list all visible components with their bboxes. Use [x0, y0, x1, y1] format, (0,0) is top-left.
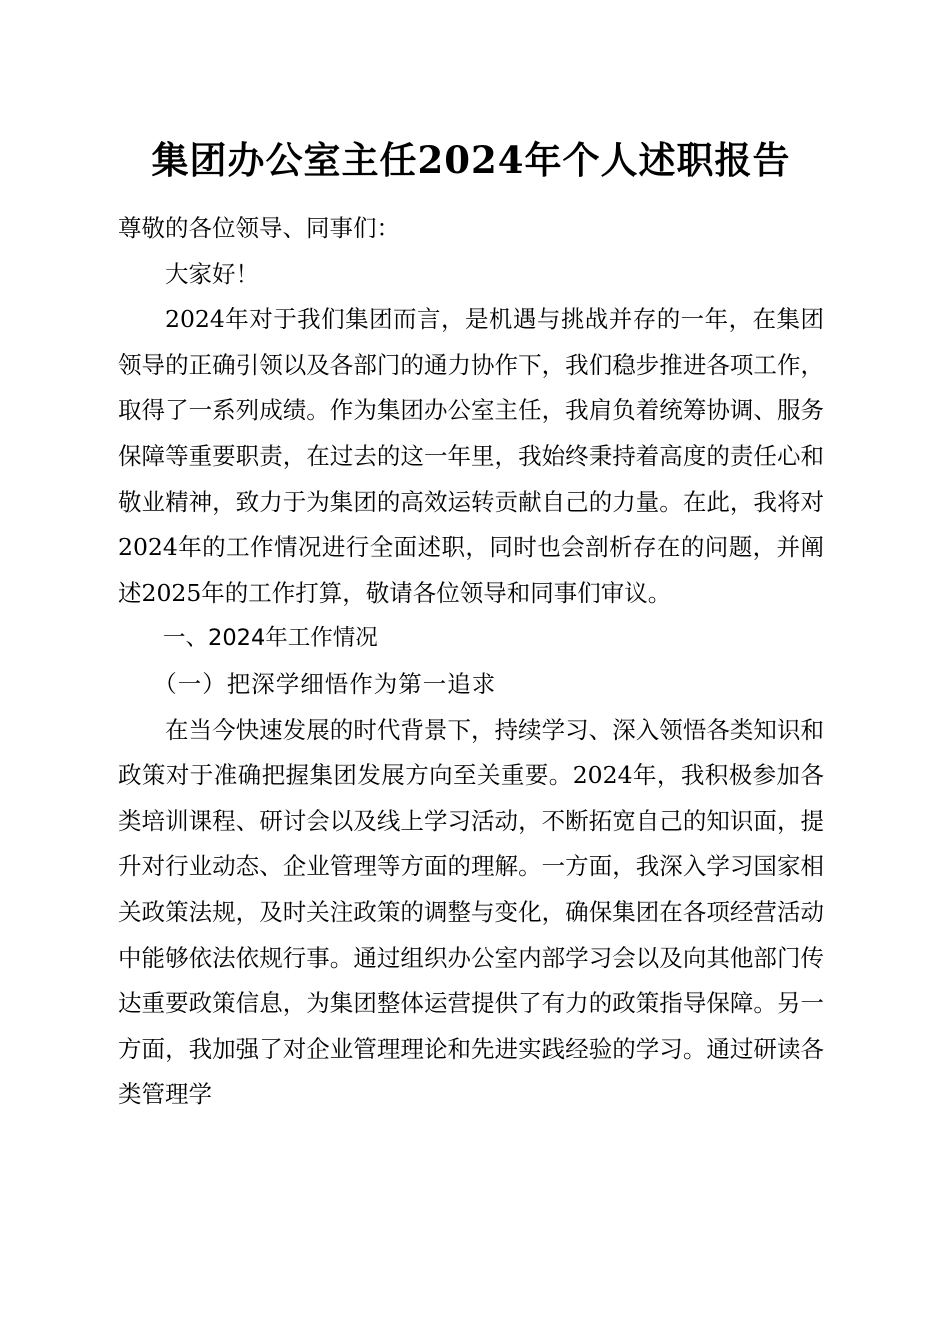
- salutation: 尊敬的各位领导、同事们：: [118, 214, 400, 242]
- subsection-paragraph: 在当今快速发展的时代背景下，持续学习、深入领悟各类知识和政策对于准确把握集团发展方向至关重要。2024年，我积极参加各类培训课程、研讨会以及线上学习活动，不断拓宽自己的知识面，提升对行业动态、企业管理等方面的理解。一方面，我深入学习国家相关政策法规，及时关注政策的调整与变化，确保集团在各项经营活动中能够依法依规行事。通过组织办公室内部学习会以及向其他部门传达重要政策信息，为集团整体运营提供了有力的政策指导保障。另一方面，我加强了对企业管理理论和先进实践经验的学习。通过研读各类管理学: [118, 715, 824, 1109]
- section-heading: 一、2024年工作情况: [163, 625, 378, 652]
- subsection-heading: （一）把深学细悟作为第一追求: [153, 669, 497, 698]
- intro-paragraph: 2024年对于我们集团而言，是机遇与挑战并存的一年，在集团领导的正确引领以及各部门的通力协作下，我们稳步推进各项工作，取得了一系列成绩。作为集团办公室主任，我肩负着统筹协调、服务保障等重要职责，在过去的这一年里，我始终秉持着高度的责任心和敬业精神，致力于为集团的高效运转贡献自己的力量。在此，我将对2024年的工作情况进行全面述职，同时也会剖析存在的问题，并阐述2025年的工作打算，敬请各位领导和同事们审议。: [118, 305, 824, 607]
- greeting: 大家好！: [165, 259, 259, 288]
- document-body: [118, 206, 824, 1118]
- document-title: 集团办公室主任2024年个人述职报告: [151, 138, 791, 182]
